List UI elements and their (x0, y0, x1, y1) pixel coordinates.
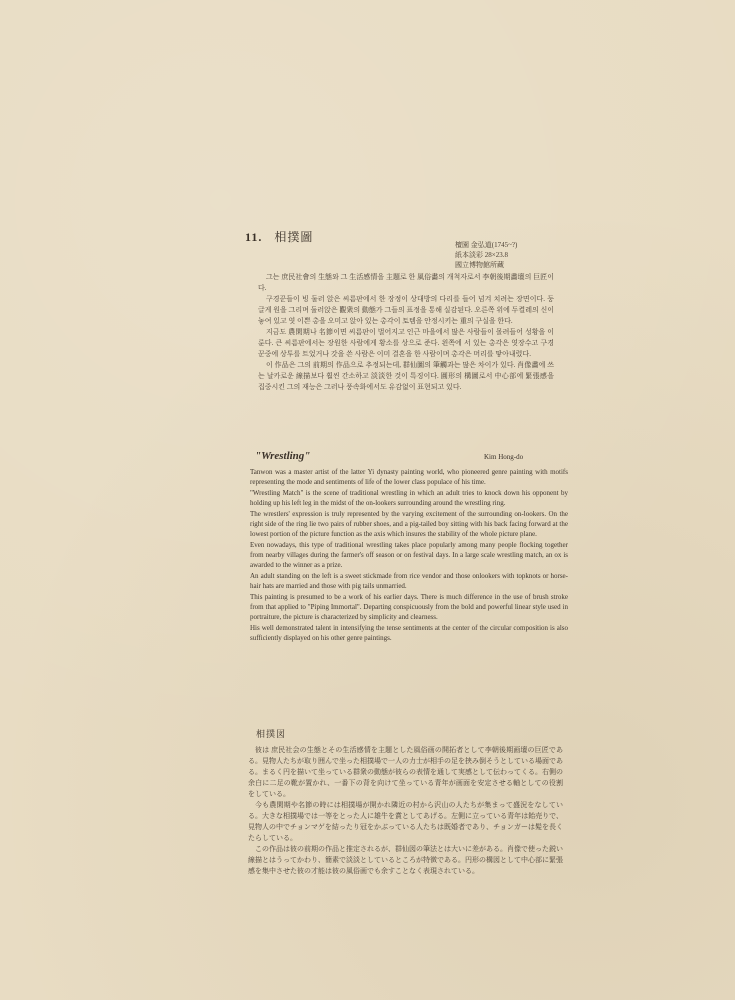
english-paragraph: Even nowadays, this type of traditional wrestling takes place popularly among many people flocking together from nearby villages during the farmer's off season or on festival days. In a large scale wrestling match, an ox is awarded to the winner as a prize. (250, 541, 568, 569)
english-title: "Wrestling" (255, 450, 311, 462)
english-paragraph: "Wrestling Match" is the scene of traditional wrestling in which an adult tries to knock down his opponent by holding up his left leg in the midst of the on-lookers surrounding around the wrestling ring. (250, 489, 568, 507)
artwork-meta (455, 240, 517, 270)
english-paragraph: Tanwon was a master artist of the latter Yi dynasty painting world, who pioneered genre painting with motifs representing the mode and sentiments of life of the lower class populace of his time. (250, 468, 568, 486)
section-title (245, 228, 313, 245)
meta-collection: 國立博物館所藏 (455, 261, 504, 269)
meta-medium: 紙本淡彩 28×23.8 (455, 251, 508, 259)
japanese-paragraph: 彼は 庶民社会の生態とその生活感情を主題とした風俗画の開拓者として李朝後期画壇の巨匠である。見物人たちが取り囲んで坐った相撲場で一人の力士が相手の足を挟み倒そうとしている場面である。まるく円を描いて坐っている群衆の動態が彼らの表情を通して実感として伝わってくる。右側の余白に二足の靴が置かれ、一番下の背を向けて坐っている青年が画面を安定させる軸としての役割をしている。 (248, 746, 563, 798)
korean-title: 相撲圖 (274, 230, 314, 244)
english-paragraph: An adult standing on the left is a sweet stickmade from rice vendor and those onlookers with topknots or horse-hair hats are married and those with pig tails unmarried. (250, 572, 568, 590)
japanese-paragraph: この作品は彼の前期の作品と推定されるが、群仙図の筆法とは大いに差がある。肖像で使った鋭い線描とはうってかわり、簡素で淡淡としているところが特徴である。円形の構図として中心部に緊張感を集中させた彼の才能は彼の風俗画でも余すことなく表現されている。 (248, 845, 563, 875)
japanese-paragraph: 今も農閑期や名節の時には相撲場が開かれ隣近の村から沢山の人たちが集まって盛況をなしている。大きな相撲場では一等をとった人に雄牛を賞としてあげる。左側に立っている青年は飴売りで、見物人の中でチョンマゲを結ったり冠をかぶっている人たちは既婚者であり、チョンガーは髪を長くたらしている。 (248, 801, 563, 842)
english-paragraph: The wrestlers' expression is truly represented by the varying excitement of the surrounding on-lookers. On the right side of the ring lie two pairs of rubber shoes, and a pig-tailed boy sitting with his back facing forward at the lowest portion of the picture function as the axis which insures the stability of the whole picture plane. (250, 510, 568, 538)
japanese-text (248, 745, 563, 877)
meta-artist: 檀園 金弘道(1745~?) (455, 241, 518, 249)
japanese-title: 相撲図 (256, 729, 287, 739)
korean-paragraph: 지금도 農閑期나 名節이면 씨름판이 벌어지고 인근 마을에서 많은 사람들이 몰려들어 성황을 이룬다. 큰 씨름판에서는 장원한 사람에게 황소를 상으로 준다. 왼쪽에 서 있는 총각은 엿장수고 구경꾼중에 상투를 트었거나 갓을 쓴 사람은 이미 결혼을 한 사람이며 총각은 머리를 땋아내렸다. (258, 328, 554, 358)
english-author: Kim Hong-do (484, 453, 524, 461)
korean-paragraph: 이 作品은 그의 前期의 作品으로 추정되는데, 群仙圖의 筆觸과는 많은 차이가 있다. 肖像畵에 쓰는 날카로운 線描보다 훨씬 간소하고 淡淡한 것이 특징이다. 圓形의 構圖로서 中心部에 緊張感을 집중시킨 그의 재능은 그러나 풍속화에서도 유감없이 표현되고 있다. (258, 361, 554, 391)
plate-number: 11. (245, 230, 263, 244)
english-paragraph: His well demonstrated talent in intensifying the tense sentiments at the center of the circular composition is also sufficiently displayed on his other genre paintings. (250, 624, 568, 642)
korean-paragraph: 구경꾼들이 빙 둘러 앉은 씨름판에서 한 장정이 상대방의 다리를 들어 넘겨 치려는 장면이다. 둥글게 원을 그리며 둘러앉은 觀衆의 動態가 그들의 표정을 통해 실감된다. 오른쪽 위에 두켤레의 신이 놓여 있고 엿 이쁜 총을 오미고 앉아 있는 총각이 토템을 안정시키는 重의 구실을 한다. (258, 295, 554, 325)
korean-text (258, 272, 554, 393)
korean-paragraph: 그는 庶民社會의 生態와 그 生活感情을 主題로 한 風俗畵의 개척자로서 李朝後期畵壇의 巨匠이다. (258, 273, 554, 292)
english-text (250, 467, 568, 644)
english-paragraph: This painting is presumed to be a work of his earlier days. There is much difference in the use of brush stroke from that applied to "Piping Immortal". Departing conspicuously from the bold and powerful linear style used in portraiture, the picture is characterized by simplicity and clearness. (250, 593, 568, 621)
